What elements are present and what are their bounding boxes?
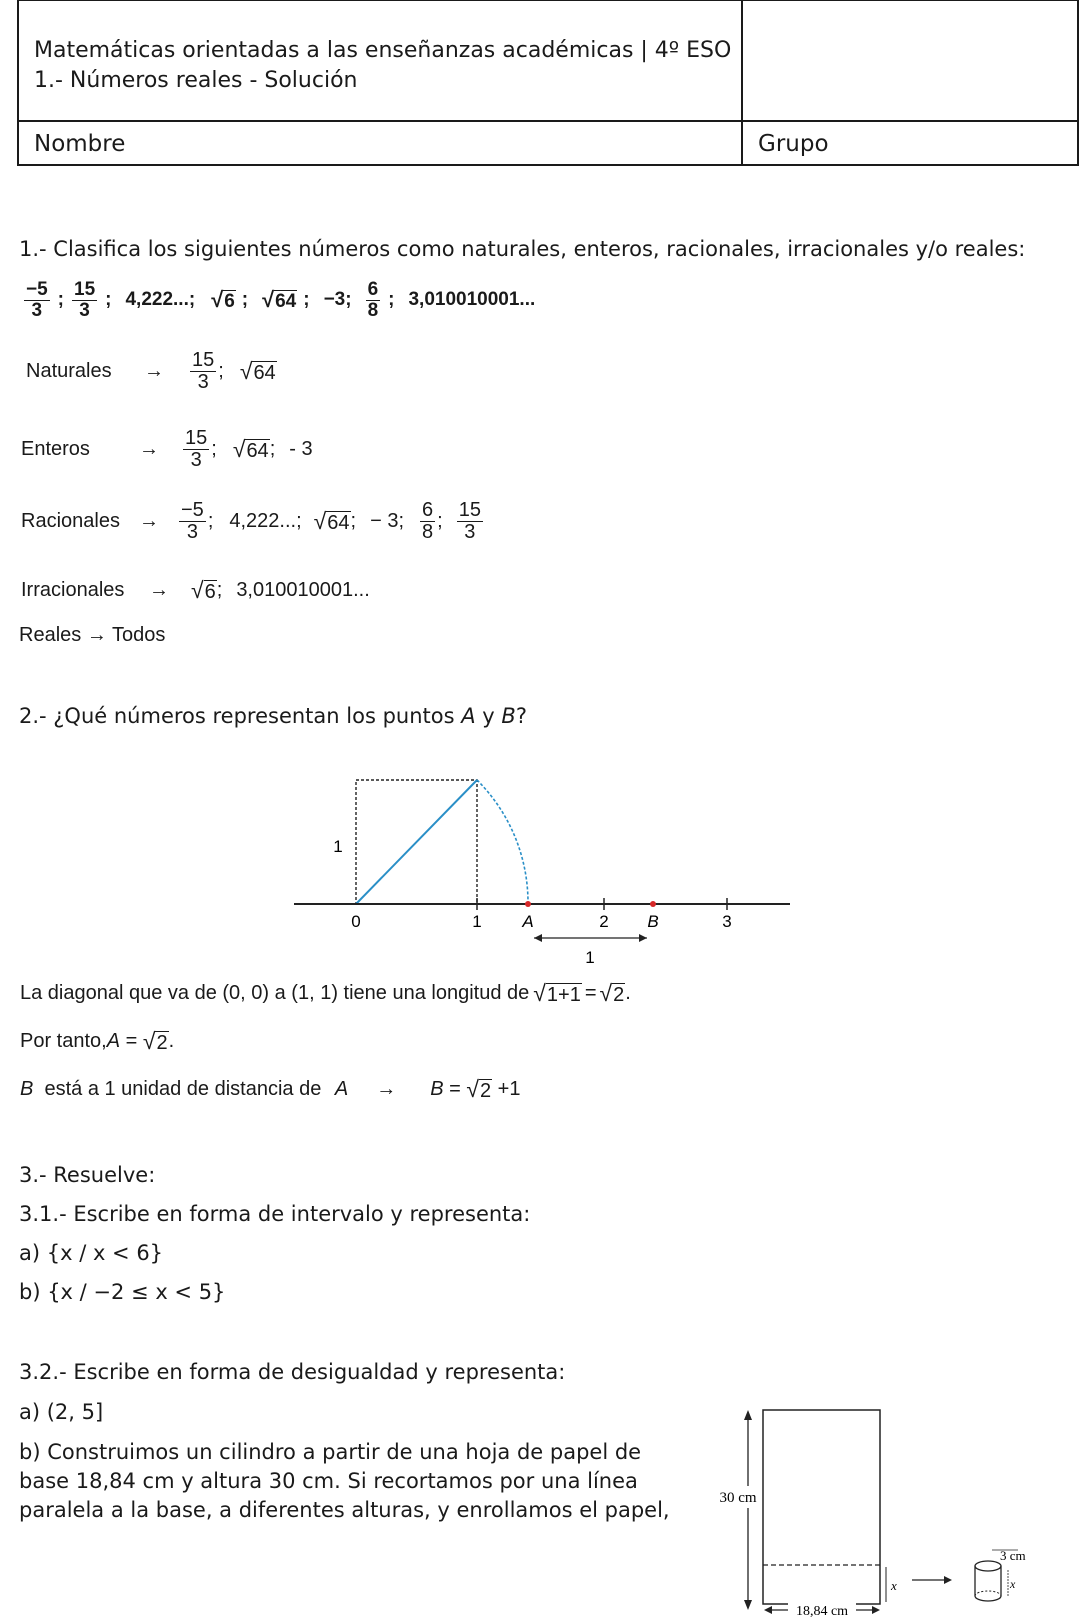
tick-label-2: 2 (599, 912, 609, 931)
q3-sub2: 3.2.- Escribe en forma de desigualdad y representa: (19, 1360, 566, 1384)
q3-item-b2-line1: b) Construimos un cilindro a partir de una hoja de papel de (19, 1440, 642, 1464)
number-line-figure (290, 770, 800, 970)
q3-sub1: 3.1.- Escribe en forma de intervalo y representa: (19, 1202, 531, 1226)
racionales-row: Racionales → $\frac{-5}{3}$ ; 4,222...; √64 ; − 3; $\frac{6}{8}$ ; $\frac{15}{3}$ (21, 499, 481, 543)
q2-b-value: B está a 1 unidad de distancia de A → B = √2 +1 (20, 1076, 521, 1102)
name-label: Nombre (34, 131, 126, 157)
worksheet-title: 1.- Números reales - Solución (34, 68, 358, 93)
q3-item-b2-line2: base 18,84 cm y altura 30 cm. Si recortamos por una línea (19, 1469, 638, 1493)
group-label: Grupo (758, 131, 829, 157)
q1-prompt: 1.- Clasifica los siguientes números como naturales, enteros, racionales, irracionales y/o reales: (19, 237, 1026, 261)
cylinder-figure (700, 1400, 1040, 1618)
fraction-6-8: $\frac{6}{8}$ (367, 279, 379, 321)
fraction-minus5-3: $\frac{-5}{3}$ (26, 279, 48, 321)
course-title: Matemáticas orientadas a las enseñanzas académicas | 4º ESO (34, 38, 732, 63)
fraction-15-3: $\frac{15}{3}$ (74, 279, 96, 321)
base-label: 18,84 cm (795, 1604, 849, 1618)
irracionales-row: Irracionales → √6 ; 3,010010001... (21, 577, 370, 603)
point-a (525, 901, 531, 907)
tick-label-1: 1 (472, 912, 482, 931)
distance-label: 1 (585, 948, 595, 967)
q3-title: 3.- Resuelve: (19, 1163, 156, 1187)
q1-number-list: $\frac{-5}{3}$ ; $\frac{15}{3}$ ; 4,222...; √6 ; √64 ; −3; $\frac{6}{8}$ ; 3,010010001... (26, 279, 536, 321)
q2-prompt: 2.- ¿Qué números representan los puntos A y B? (19, 704, 527, 728)
q3-item-a: a) {x / x < 6} (19, 1241, 164, 1265)
q3-item-b: b) {x / −2 ≤ x < 5} (19, 1280, 226, 1304)
q3-item-b2-line3: paralela a la base, a diferentes alturas, y enrollamos el papel, (19, 1498, 670, 1522)
height-label: 30 cm (719, 1490, 757, 1506)
cylinder-icon (975, 1561, 1001, 1601)
paper-sheet (763, 1410, 880, 1604)
point-b (650, 901, 656, 907)
tick-label-a: A (522, 912, 534, 931)
reales-row: Reales → Todos (19, 624, 166, 646)
cylinder-x-label: x (1010, 1577, 1016, 1591)
tick-label-3: 3 (722, 912, 732, 931)
tick-label-b: B (647, 912, 659, 931)
diameter-label: 3 cm (1000, 1548, 1026, 1563)
x-label: x (891, 1578, 897, 1593)
diagonal-line (356, 780, 477, 904)
q2-a-value: Por tanto, A = √2 . (20, 1028, 175, 1054)
tick-label-0: 0 (351, 912, 361, 931)
q2-diagonal-text: La diagonal que va de (0, 0) a (1, 1) tiene una longitud de √1+1 = √2 . (20, 980, 631, 1006)
enteros-row: Enteros → $\frac{15}{3}$ ; √64 ; - 3 (21, 427, 313, 471)
naturales-row: Naturales → $\frac{15}{3}$ ; √64 (26, 349, 276, 393)
side-label: 1 (333, 837, 343, 856)
sqrt-64: √64 (262, 287, 297, 313)
sqrt-6: √6 (211, 287, 235, 313)
q3-item-a2: a) (2, 5] (19, 1400, 104, 1424)
arc (477, 780, 528, 904)
